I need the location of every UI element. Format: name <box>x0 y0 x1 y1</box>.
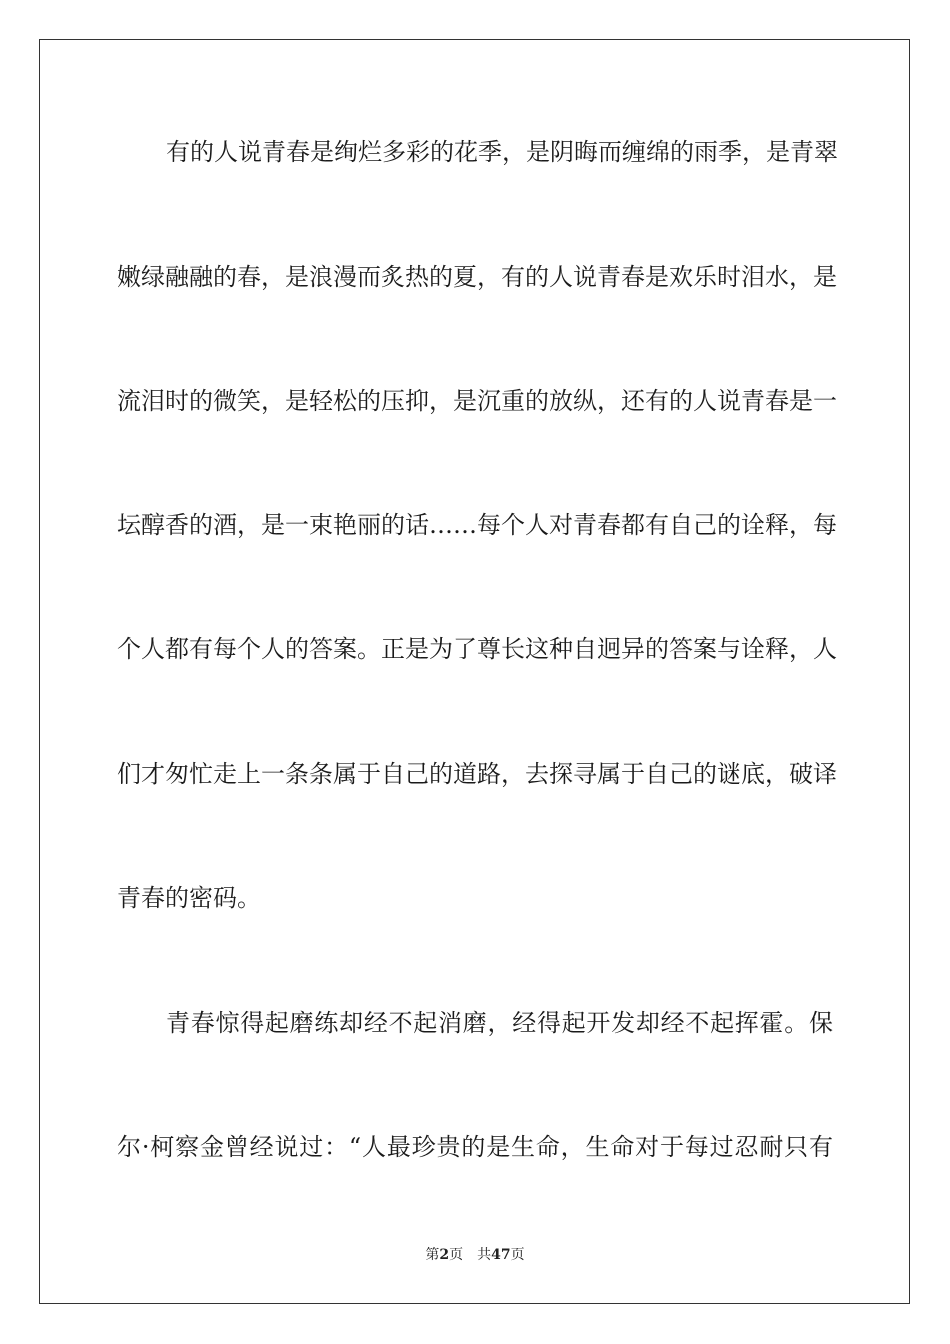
footer-total-prefix: 共 <box>477 1247 492 1263</box>
paragraph-1-line-4: 坛醇香的酒，是一束艳丽的话……每个人对青春都有自己的诠释，每 <box>117 511 837 539</box>
footer-total-suffix: 页 <box>510 1247 525 1263</box>
paragraph-1-line-6: 们才匆忙走上一条条属于自己的道路，去探寻属于自己的谜底，破译 <box>117 760 837 788</box>
footer-page-number: 2 <box>439 1247 450 1263</box>
page-border <box>39 39 910 1304</box>
paragraph-1-line-5: 个人都有每个人的答案。正是为了尊长这种自迥异的答案与诠释，人 <box>117 635 837 663</box>
paragraph-2-line-2: 尔·柯察金曾经说过：“人最珍贵的是生命，生命对于每过忍耐只有 <box>117 1133 833 1161</box>
footer-total-number: 47 <box>491 1247 511 1263</box>
paragraph-1-line-7: 青春的密码。 <box>117 884 261 912</box>
paragraph-1-line-3: 流泪时的微笑，是轻松的压抑，是沉重的放纵，还有的人说青春是一 <box>117 387 837 415</box>
page-footer <box>0 1246 950 1264</box>
paragraph-1-line-1: 有的人说青春是绚烂多彩的花季，是阴晦而缠绵的雨季，是青翠 <box>166 138 838 166</box>
footer-page-prefix: 第 <box>425 1247 440 1263</box>
paragraph-2-line-1: 青春惊得起磨练却经不起消磨，经得起开发却经不起挥霍。保 <box>166 1009 833 1037</box>
paragraph-1-line-2: 嫩绿融融的春，是浪漫而炙热的夏，有的人说青春是欢乐时泪水，是 <box>117 263 837 291</box>
footer-page-suffix: 页 <box>449 1247 464 1263</box>
